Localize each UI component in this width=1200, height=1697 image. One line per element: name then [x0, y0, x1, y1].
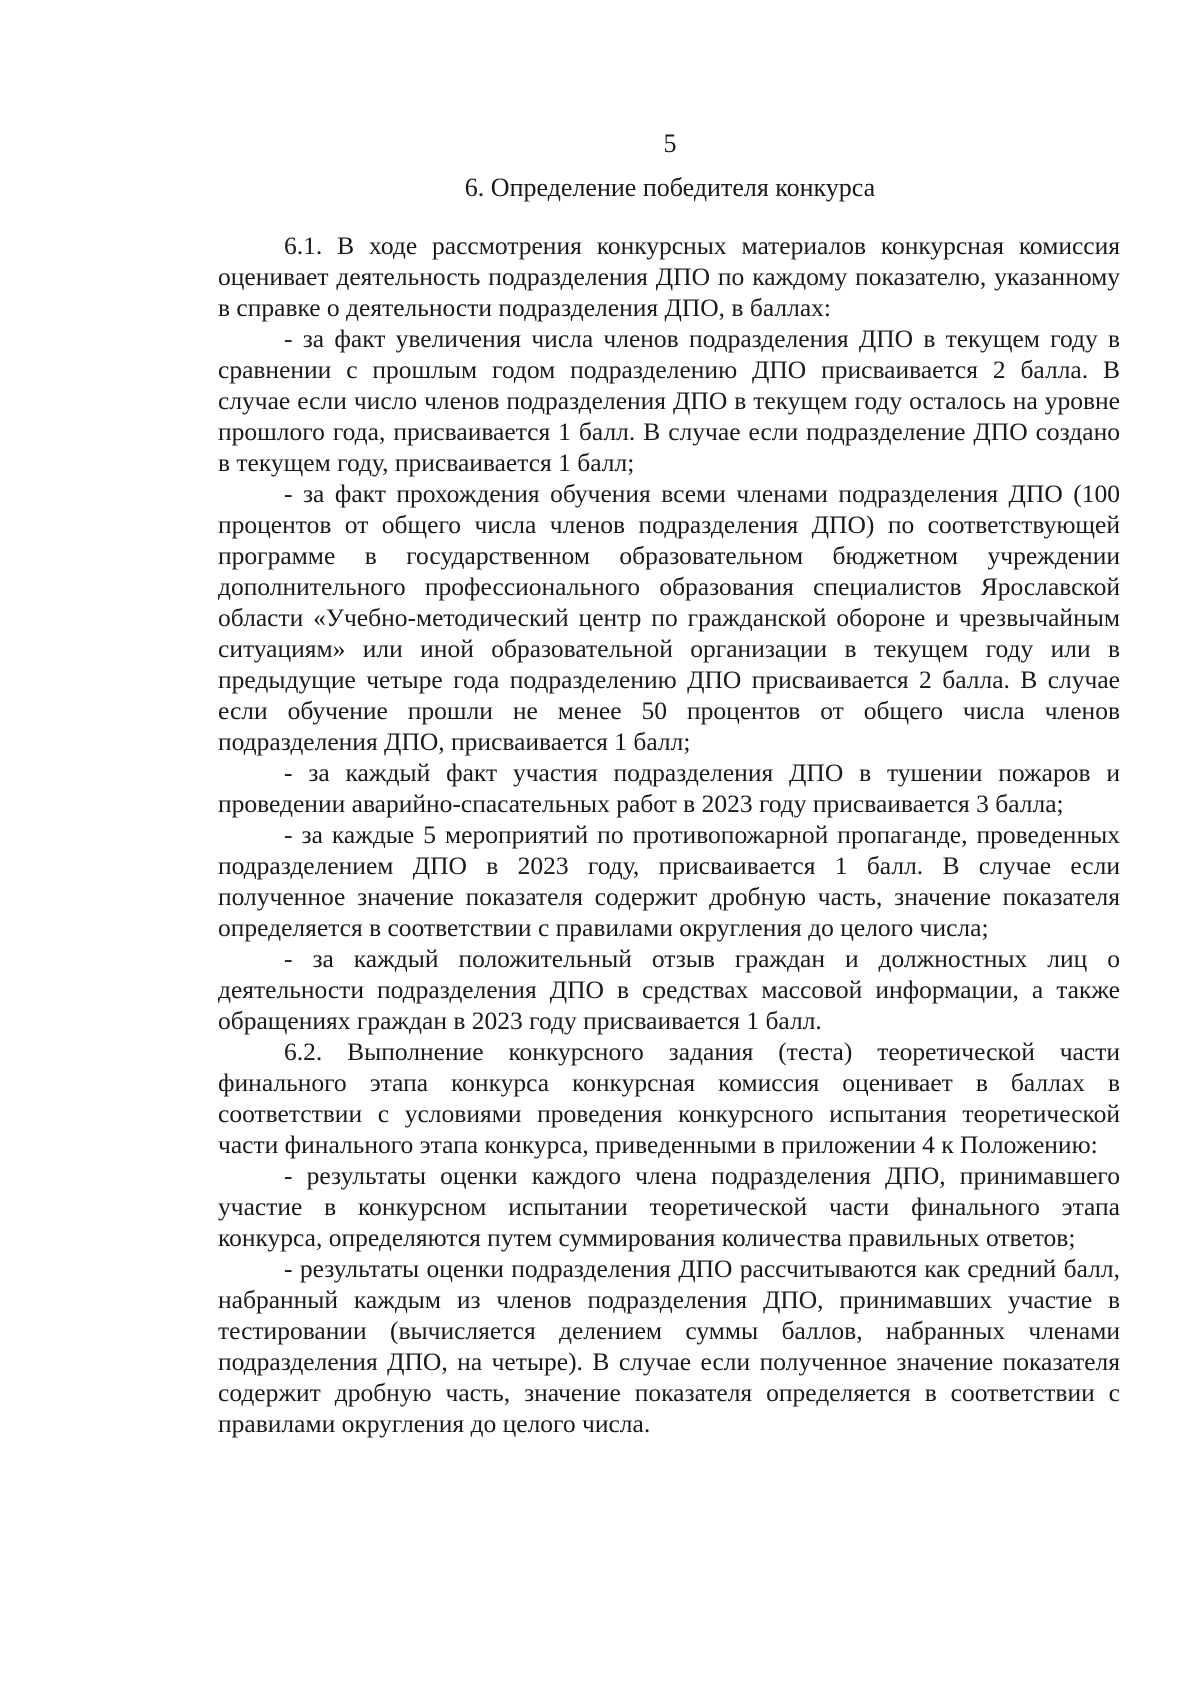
paragraph-feedback: - за каждый положительный отзыв граждан и должностных лиц о деятельности подразделения ДПО в средствах массовой информации, а также обращениях граждан в 2023 году присваивается 1 балл. — [218, 944, 1120, 1035]
paragraph-6-2: 6.2. Выполнение конкурсного задания (теста) теоретической части финального этапа конкурса конкурсная комиссия оценивает в баллах в соответствии с условиями проведения конкурсного испытания теоретической части финального этапа конкурса, приведенными в приложении 4 к Положению: — [218, 1037, 1120, 1159]
paragraph-member-increase: - за факт увеличения числа членов подразделения ДПО в текущем году в сравнении с прошлым годом подразделению ДПО присваивается 2 балла. В случае если число членов подразделения ДПО в текущем году осталось на уровне прошлого года, присваивается 1 балл. В случае если подразделение ДПО создано в текущем году, присваивается 1 балл; — [218, 324, 1120, 477]
paragraph-firefighting: - за каждый факт участия подразделения ДПО в тушении пожаров и проведении аварийно-спасательных работ в 2023 году присваивается 3 балла; — [218, 758, 1120, 818]
paragraph-member-results: - результаты оценки каждого члена подразделения ДПО, принимавшего участие в конкурсном испытании теоретической части финального этапа конкурса, определяются путем суммирования количества правильных ответов; — [218, 1161, 1120, 1252]
page-number: 5 — [663, 129, 677, 158]
document-body — [218, 230, 1120, 1439]
paragraph-propaganda: - за каждые 5 мероприятий по противопожарной пропаганде, проведенных подразделением ДПО в 2023 году, присваивается 1 балл. В случае если полученное значение показателя содержит дробную часть, значение показателя определяется в соответствии с правилами округления до целого числа; — [218, 820, 1120, 942]
paragraph-6-1: 6.1. В ходе рассмотрения конкурсных материалов конкурсная комиссия оценивает деятельность подразделения ДПО по каждому показателю, указанному в справке о деятельности подразделения ДПО, в баллах: — [218, 231, 1120, 322]
paragraph-training: - за факт прохождения обучения всеми членами подразделения ДПО (100 процентов от общего числа членов подразделения ДПО) по соответствующей программе в государственном образовательном бюджетном учреждении дополнительного профессионального образования специалистов Ярославской области «Учебно-методический центр по гражданской обороне и чрезвычайным ситуациям» или иной образовательной организации в текущем году или в предыдущие четыре года подразделению ДПО присваивается 2 балла. В случае если обучение прошли не менее 50 процентов от общего числа членов подразделения ДПО, присваивается 1 балл; — [218, 479, 1120, 756]
section-title: 6. Определение победителя конкурса — [464, 173, 876, 202]
paragraph-unit-results: - результаты оценки подразделения ДПО рассчитываются как средний балл, набранный каждым из членов подразделения ДПО, принимавших участие в тестировании (вычисляется делением суммы баллов, набранных членами подразделения ДПО, на четыре). В случае если полученное значение показателя содержит дробную часть, значение показателя определяется в соответствии с правилами округления до целого числа. — [218, 1254, 1120, 1438]
